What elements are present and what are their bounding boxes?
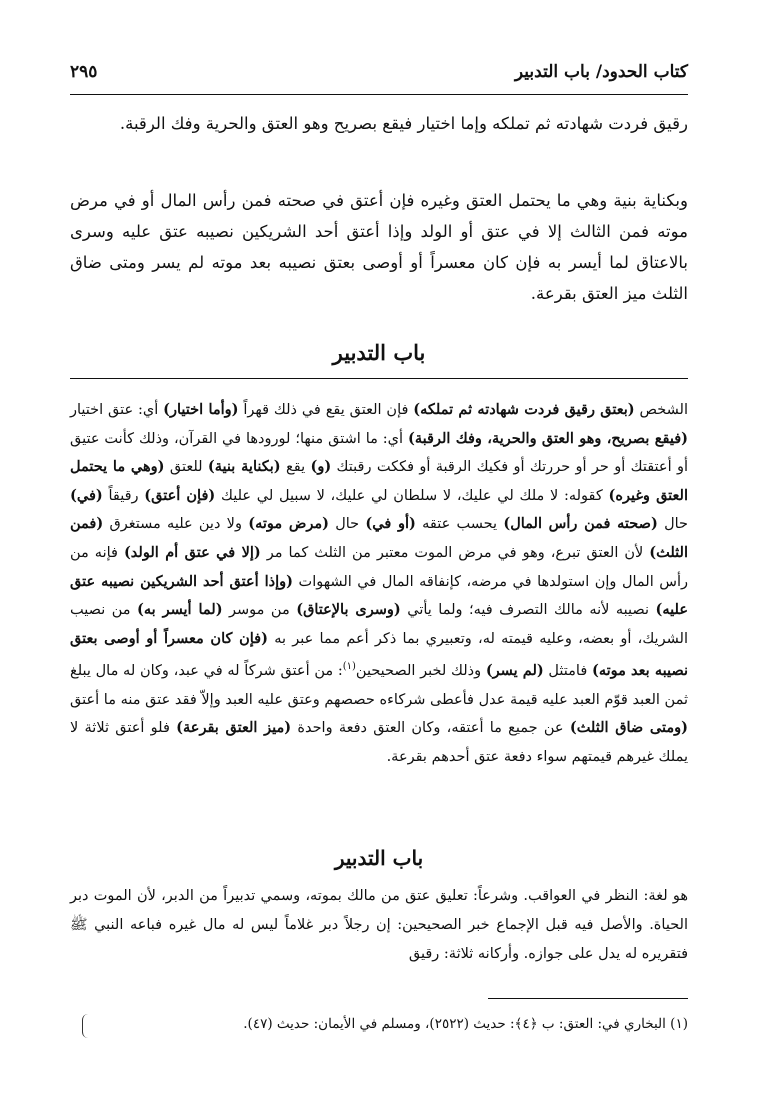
matn-paragraph-middle: وبكناية بنية وهي ما يحتمل العتق وغيره فإن أعتق في صحته فمن رأس المال أو في مرض موته فمن الثالث إلا في عتق أو الولد وإذا أعتق أحد الشريكين نصيبه عتق عليه وسرى بالاعتاق لما أيسر به فإن كان معسراً أو أوصى بعتق نصيبه بعد موته لم يسر ومتى ضاق الثلث ميز العتق بقرعة. — [70, 191, 688, 303]
commentary-text: يحسب عتقه — [415, 516, 504, 533]
commentary-text: كقوله: لا ملك لي عليك، لا سلطان لي عليك، لا سبيل لي عليك — [215, 487, 609, 504]
matn-quote: (وإذا أعتق أحد الشريكين نصيبه عتق عليه) — [70, 572, 688, 619]
matn-quote: (لما أيسر به) — [136, 601, 223, 619]
commentary-text: لأن العتق تبرع، وهو في مرض الموت معتبر من الثلث كما مر — [260, 544, 650, 561]
commentary-text: يقع — [280, 459, 311, 476]
commentary-text: الشخص — [634, 402, 688, 418]
matn-quote: (و) — [310, 458, 332, 476]
commentary-text: للعتق — [164, 459, 208, 476]
header-divider — [70, 94, 688, 95]
running-head — [70, 58, 688, 86]
matn-quote: (فيقع بصريح، وهو العتق والحرية، وفك الرقبة) — [408, 429, 688, 447]
commentary-text: نصيبه لأنه مالك التصرف فيه؛ ولما يأتي — [400, 602, 656, 619]
matn-quote: (لم يسر) — [485, 662, 544, 680]
chapter-title: باب التدبير — [332, 340, 426, 365]
matn-quote: (ميز العتق بقرعة) — [176, 719, 292, 737]
matn-quote: (فمن الثلث) — [70, 515, 688, 561]
matn-quote: (صحته فمن رأس المال) — [503, 515, 658, 533]
commentary-text: أي: ما اشتق منها؛ لورودها في القرآن، وذلك كأنت عتيق أو أعتقتك أو حر أو حررتك أو فكيك الرقبة أو فككت رقبتك — [70, 430, 688, 476]
commentary-divider — [70, 378, 688, 379]
matn-quote: (أو في) — [365, 515, 416, 533]
commentary-text: فلو أعتق ثلاثة لا يملك غيرهم قيمتهم سواء دفعة عتق أحدهم بقرعة. — [70, 720, 688, 765]
matn-quote: (ومتى ضاق الثلث) — [569, 719, 689, 737]
commentary-text: من موسر — [222, 602, 297, 619]
commentary-body — [70, 396, 688, 772]
commentary-text: فإنه من رأس المال وإن استولدها في مرضه، كإنفاقه المال في الشهوات — [70, 544, 688, 590]
matn-quote: (وسرى بالإعتاق) — [296, 601, 401, 619]
matn-paragraph-top: رقيق فردت شهادته ثم تملكه وإما اختيار فيقع بصريح وهو العتق والحرية وفك الرقبة. — [119, 114, 688, 133]
matn-quote: (إلا في عتق أم الولد) — [123, 543, 261, 561]
footnote-ref: (١) — [342, 661, 356, 673]
footnote-divider — [488, 998, 688, 999]
matn-quote: (في) — [70, 486, 103, 504]
commentary-text: فامتثل — [543, 663, 592, 680]
matn-quote: (بكناية بنية) — [207, 458, 281, 476]
matn-quote: (وأما اختيار) — [163, 401, 239, 418]
matn-quote: (فإن أعتق) — [144, 486, 216, 504]
commentary-text: حال — [657, 516, 688, 533]
commentary-text: : من أعتق شركاً له في عبد، وكان له مال يبلغ ثمن العبد قوّم العبد عليه قيمة عدل فأعطى شركاءه حصصهم وعتق عليه العبد وإلاّ فقد عتق منه ما أعتق — [70, 663, 688, 708]
footnote: (١) البخاري في: العتق: ب ﴿٤﴾: حديث (٢٥٢٢)، ومسلم في الأيمان: حديث (٤٧). — [243, 1016, 688, 1032]
section-title: كتاب الحدود/ باب التدبير — [514, 62, 688, 82]
matn-quote: (مرض موته) — [248, 515, 329, 533]
commentary-text: رقيقاً — [102, 487, 145, 504]
matn-quote: (بعتق رقيق فردت شهادته ثم تملكه) — [413, 401, 635, 418]
commentary-text: من نصيب الشريك، أو بعضه، وعليه قيمته له، وتعبيري بما ذكر أعم مما عبر به — [70, 602, 688, 647]
margin-mark-icon — [82, 1014, 91, 1038]
commentary-text: عن جميع ما أعتقه، وكان العتق دفعة واحدة — [291, 720, 570, 737]
commentary-text: حال — [328, 516, 366, 533]
commentary-text: فإن العتق يقع في ذلك قهراً — [238, 402, 414, 418]
commentary-text: أي: عتق اختيار — [70, 402, 164, 418]
commentary-text: وذلك لخبر الصحيحين — [355, 663, 486, 680]
matn-quote: (وهي ما يحتمل العتق وغيره) — [70, 458, 688, 504]
commentary-text: ولا دين عليه مستغرق — [103, 516, 249, 533]
definition-paragraph: هو لغة: النظر في العواقب. وشرعاً: تعليق عتق من مالك بموته، وسمي تدبيراً من الدبر، لأن الموت دبر الحياة. والأصل فيه قبل الإجماع خبر الصحيحين: إن رجلاً دبر غلاماً ليس له مال غيره فباعه النبي ﷺ فتقريره له يدل على جوازه. وأركانه ثلاثة: رقيق — [70, 888, 688, 962]
subsection-title: باب التدبير — [334, 846, 424, 870]
page-number: ٢٩٥ — [70, 62, 98, 82]
matn-quote: (فإن كان معسراً أو أوصى بعتق نصيبه بعد موته) — [70, 629, 688, 680]
